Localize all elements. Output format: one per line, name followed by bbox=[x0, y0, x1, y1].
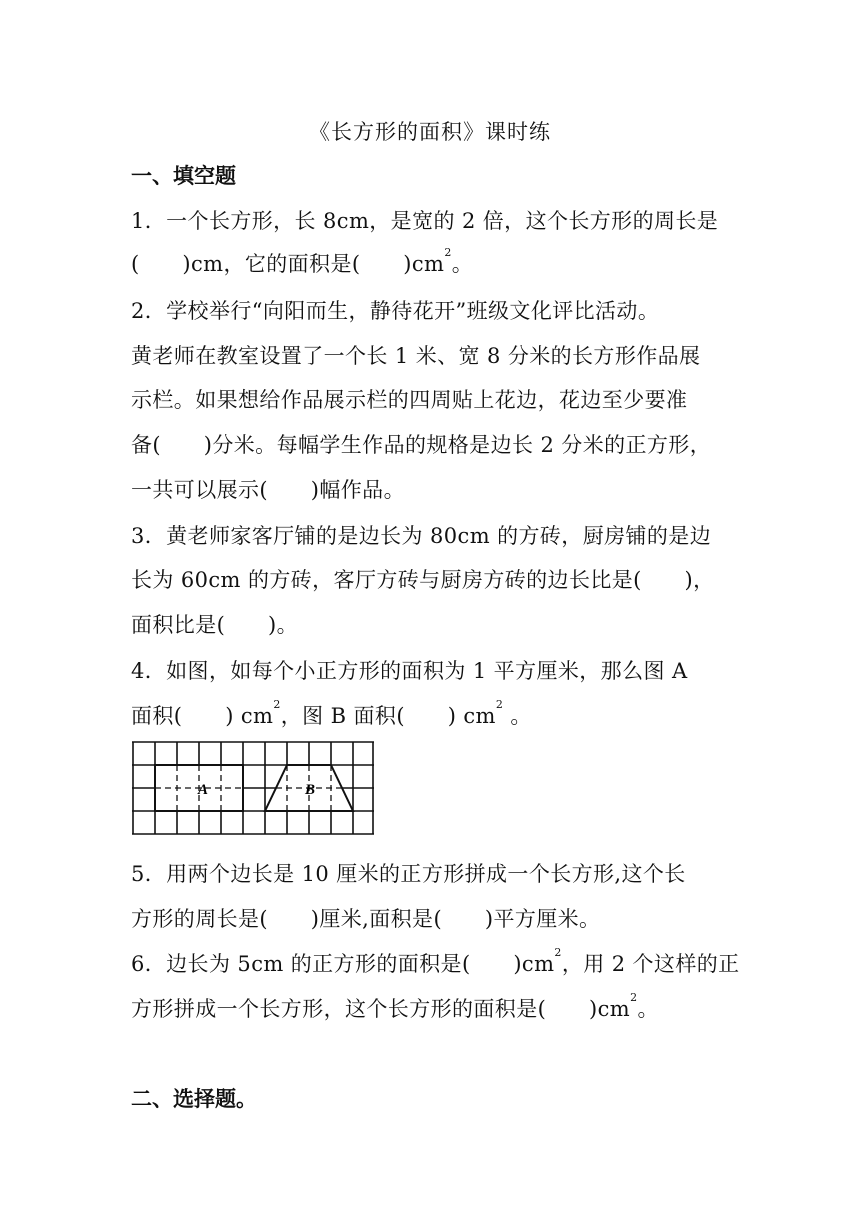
q6-superscript-2: 2 bbox=[630, 991, 638, 1004]
q1-text-b: 。 bbox=[451, 252, 474, 276]
q5-line-2: 方形的周长是( )厘米,面积是( )平方厘米。 bbox=[131, 907, 601, 931]
shape-a-label: A bbox=[197, 782, 209, 798]
section-heading-choice: 二、选择题。 bbox=[131, 1087, 257, 1111]
q4-line-1: 4．如图，如每个小正方形的面积为 1 平方厘米，那么图 A bbox=[131, 659, 688, 683]
q2-line-3: 示栏。如果想给作品展示栏的四周贴上花边，花边至少要准 bbox=[131, 388, 688, 412]
q4-superscript-2: 2 bbox=[495, 698, 504, 711]
q1-line-2 bbox=[131, 248, 473, 278]
q4-superscript-1: 2 bbox=[273, 698, 281, 711]
q1-text-a: ( )cm，它的面积是( )cm bbox=[131, 252, 445, 276]
q6-line-1 bbox=[131, 948, 740, 978]
q4-text-c: 。 bbox=[503, 704, 532, 728]
q6-text-a: 6．边长为 5cm 的正方形的面积是( )cm bbox=[131, 952, 555, 976]
shape-b-label: B bbox=[304, 782, 316, 798]
q3-line-2: 长为 60cm 的方砖，客厅方砖与厨房方砖的边长比是( )， bbox=[131, 568, 715, 592]
q4-text-a: 面积( ) cm bbox=[131, 704, 274, 728]
q2-line-4: 备( )分米。每幅学生作品的规格是边长 2 分米的正方形， bbox=[131, 433, 712, 457]
q6-line-2 bbox=[131, 993, 659, 1023]
q2-line-1: 2．学校举行“向阳而生，静待花开”班级文化评比活动。 bbox=[131, 299, 660, 323]
q6-text-d: 。 bbox=[637, 997, 659, 1021]
q1-line-1: 1．一个长方形，长 8cm，是宽的 2 倍，这个长方形的周长是 bbox=[131, 209, 719, 233]
q3-line-1: 3．黄老师家客厅铺的是边长为 80cm 的方砖，厨房铺的是边 bbox=[131, 524, 712, 548]
section-heading-fill-in: 一、填空题 bbox=[131, 164, 236, 188]
q3-line-3: 面积比是( )。 bbox=[131, 613, 298, 637]
q2-line-2: 黄老师在教室设置了一个长 1 米、宽 8 分米的长方形作品展 bbox=[131, 344, 701, 368]
grid-figure bbox=[132, 741, 376, 837]
q5-line-1: 5．用两个边长是 10 厘米的正方形拼成一个长方形,这个长 bbox=[131, 862, 686, 886]
q6-text-b: ，用 2 个这样的正 bbox=[561, 952, 740, 976]
page-title: 《长方形的面积》课时练 bbox=[309, 120, 551, 144]
q6-text-c: 方形拼成一个长方形，这个长方形的面积是( )cm bbox=[131, 997, 631, 1021]
q2-line-5: 一共可以展示( )幅作品。 bbox=[131, 478, 405, 502]
q4-line-2 bbox=[131, 700, 532, 730]
q6-superscript-1: 2 bbox=[554, 946, 562, 959]
q1-superscript: 2 bbox=[444, 246, 452, 259]
q4-text-b: ，图 B 面积( ) cm bbox=[280, 704, 496, 728]
